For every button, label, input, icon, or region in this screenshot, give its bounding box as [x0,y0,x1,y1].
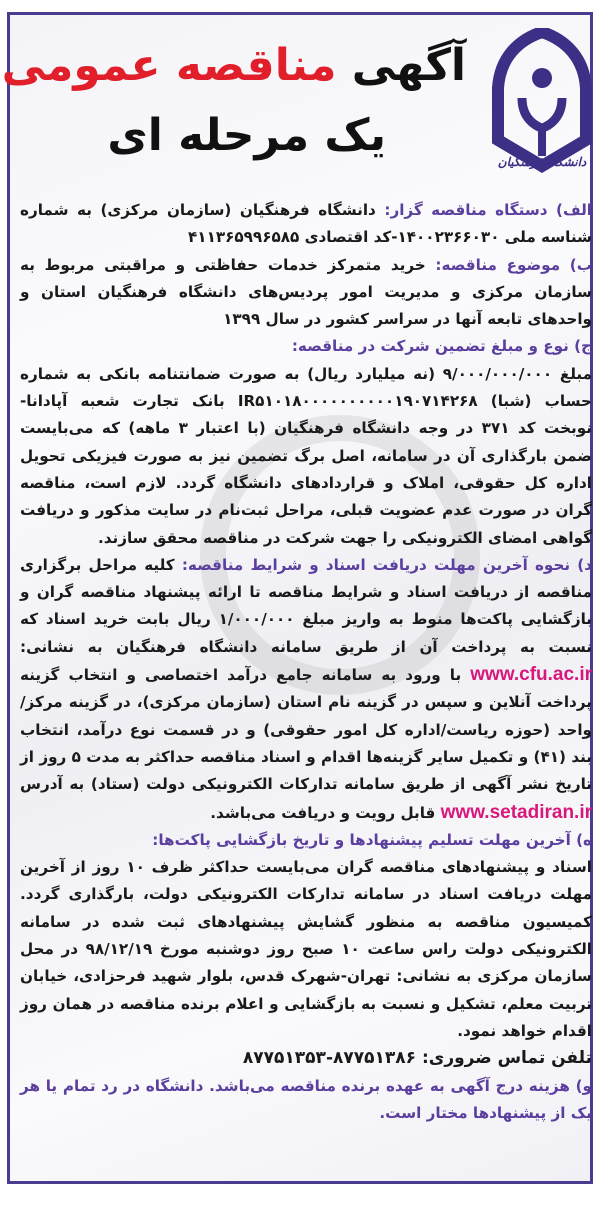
setadiran-link[interactable]: www.setadiran.ir [440,801,592,823]
notice-body [20,197,592,1127]
phone-label: تلفن تماس ضروری: [421,1048,592,1069]
section-d-text3: قابل رویت و دریافت می‌باشد. [210,803,441,822]
section-c-text: مبلغ ۹/۰۰۰/۰۰۰/۰۰۰ (نه میلیارد ریال) به صورت ضمانتنامه بانکی به شماره حساب (شبا) IR۵۱۰۱۸۰۰۰۰۰۰۰۰۰۰۱۹۰۷۱۴۲۶۸ بانک تجارت شعبه آپادانا-نوبخت کد ۳۷۱ در وجه دانشگاه فرهنگیان (با اعتبار ۳ ماهه) که می‌بایست ضمن بارگذاری آن در سامانه، اصل برگ تضمین نیز به صورت فیزیکی تحویل اداره کل حقوقی، املاک و قراردادهای دانشگاه گردد. لازم است، مناقصه گران در صورت عدم عضویت قبلی، مراحل ثبت‌نام در سایت مذکور و دریافت گواهی امضای الکترونیکی را جهت شرکت در مناقصه محقق سازند. [20,364,592,547]
section-d [20,552,592,827]
section-e-text: اسناد و پیشنهادهای مناقصه گران می‌بایست حداکثر ظرف ۱۰ روز از آخرین مهلت دریافت اسناد در سامانه تدارکات الکترونیکی دولت، بارگذاری گردد. کمیسیون مناقصه به منظور گشایش پیشنهادهای ثبت شده در سامانه الکترونیکی دولت راس ساعت ۱۰ صبح روز دوشنبه مورخ ۹۸/۱۲/۱۹ در محل سازمان مرکزی به نشانی: تهران-شهرک قدس، بلوار شهید فرحزادی، خیابان تربیت معلم، تشکیل و نسبت به بازگشایی و اعلام برنده مناقصه در همان روز اقدام خواهد نمود. [20,858,593,1040]
title-part1: آگهی [351,40,466,91]
section-c-label: ج) نوع و مبلغ تضمین شرکت در مناقصه: [291,337,592,356]
page-title [2,38,466,94]
section-e-label: ه) آخرین مهلت تسلیم پیشنهادها و تاریخ بازگشایی پاکت‌ها: [152,830,592,849]
phone-value: ۸۷۷۵۱۳۸۶-۸۷۷۵۱۳۵۳ [242,1048,422,1069]
phone-line [20,1045,592,1072]
logo-text: دانشگاه فرهنگیان [497,155,587,169]
section-f: و) هزینه درج آگهی به عهده برنده مناقصه می‌باشد. دانشگاه در رد تمام یا هر یک از پیشنهادها مختار است. [20,1076,592,1122]
section-b-label: ب) موضوع مناقصه: [435,255,593,274]
section-d-text1: کلیه مراحل برگزاری مناقصه از دریافت اسناد و شرایط مناقصه تا ارائه پیشنهاد مناقصه گران و بازگشایی پاکت‌ها منوط به واریز مبلغ ۱/۰۰۰/۰۰۰ ریال بابت خرید اسناد که نسبت به پرداخت آن از طریق سامانه دانشگاه فرهنگیان به نشانی: [20,555,592,656]
section-a [20,197,592,252]
section-b-text: خرید متمرکز خدمات حفاظتی و مراقبتی مربوط به سازمان مرکزی و مدیریت امور پردیس‌های دانشگاه فرهنگیان استان و واحدهای تابعه آنها در سراسر کشور در سال ۱۳۹۹ [20,255,592,329]
section-b [20,252,592,334]
section-a-label: الف) دستگاه مناقصه گزار: [384,201,592,219]
title-part2: مناقصه عمومی [1,40,337,91]
page-subtitle: یک مرحله ای [107,110,386,161]
section-d-text2: با ورود به سامانه جامع درآمد اختصاصی و انتخاب گزینه پرداخت آنلاین و سپس در گزینه نام استان (سازمان مرکزی)، در گزینه مرکز/واحد (حوزه ریاست/اداره کل امور حقوقی) و در قسمت نوع درآمد، انتخاب بند (۴۱) و تکمیل سایر گزینه‌ها اقدام و اسناد مناقصه حداکثر به مدت ۵ روز از تاریخ نشر آگهی از طریق سامانه تدارکات الکترونیکی دولت (ستاد) به آدرس [20,666,593,794]
section-d-label: د) نحوه آخرین مهلت دریافت اسناد و شرایط مناقصه: [181,555,592,574]
section-a-text: دانشگاه فرهنگیان (سازمان مرکزی) به شماره شناسه ملی ۱۴۰۰۲۳۶۶۰۳۰-کد اقتصادی ۴۱۱۳۶۵۹۹۶۵۸۵ [20,201,592,247]
cfu-link[interactable]: www.cfu.ac.ir [470,664,592,686]
